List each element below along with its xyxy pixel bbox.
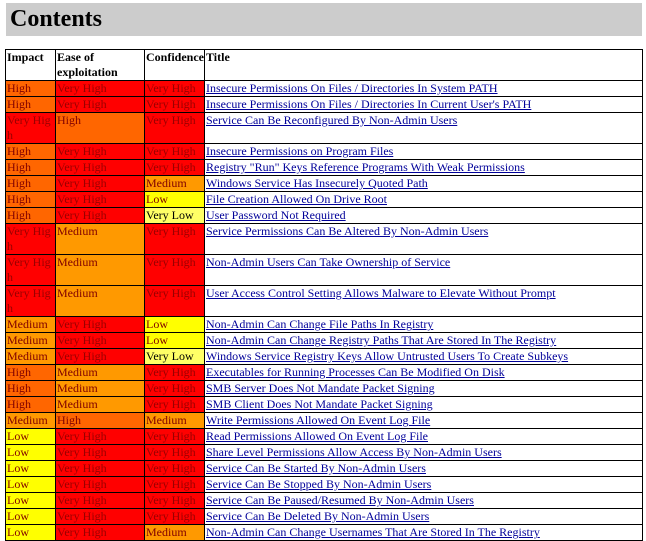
- confidence-cell: Very Low: [145, 349, 205, 365]
- title-cell: [205, 365, 643, 381]
- issue-link[interactable]: User Password Not Required: [206, 208, 346, 222]
- ease-cell: Very High: [56, 81, 145, 97]
- ease-cell: Very High: [56, 144, 145, 160]
- table-row: [6, 113, 643, 144]
- issue-link[interactable]: Windows Service Registry Keys Allow Untrusted Users To Create Subkeys: [206, 349, 569, 363]
- impact-cell: Low: [6, 525, 56, 541]
- ease-cell: Very High: [56, 429, 145, 445]
- issue-link[interactable]: User Access Control Setting Allows Malware to Elevate Without Prompt: [206, 286, 556, 300]
- confidence-cell: Low: [145, 317, 205, 333]
- table-row: [6, 208, 643, 224]
- column-header-title: Title: [205, 50, 643, 81]
- issue-link[interactable]: Windows Service Has Insecurely Quoted Path: [206, 176, 428, 190]
- title-cell: [205, 429, 643, 445]
- impact-cell: Medium: [6, 349, 56, 365]
- ease-cell: Medium: [56, 255, 145, 286]
- confidence-cell: Very High: [145, 81, 205, 97]
- issue-link[interactable]: Service Can Be Deleted By Non-Admin Users: [206, 509, 430, 523]
- title-bar: [6, 3, 642, 36]
- table-row: [6, 365, 643, 381]
- impact-cell: Very High: [6, 255, 56, 286]
- table-row: [6, 144, 643, 160]
- impact-cell: High: [6, 160, 56, 176]
- ease-cell: Medium: [56, 365, 145, 381]
- confidence-cell: Very High: [145, 477, 205, 493]
- ease-cell: Very High: [56, 349, 145, 365]
- confidence-cell: Medium: [145, 413, 205, 429]
- issue-link[interactable]: Registry "Run" Keys Reference Programs With Weak Permissions: [206, 160, 525, 174]
- confidence-cell: Very High: [145, 365, 205, 381]
- impact-cell: Very High: [6, 224, 56, 255]
- issue-link[interactable]: Read Permissions Allowed On Event Log File: [206, 429, 428, 443]
- table-row: [6, 493, 643, 509]
- issue-link[interactable]: SMB Client Does Not Mandate Packet Signing: [206, 397, 433, 411]
- title-cell: [205, 255, 643, 286]
- title-cell: [205, 477, 643, 493]
- impact-cell: Very High: [6, 286, 56, 317]
- table-row: [6, 381, 643, 397]
- impact-cell: High: [6, 176, 56, 192]
- impact-cell: Low: [6, 461, 56, 477]
- ease-cell: Very High: [56, 525, 145, 541]
- title-cell: [205, 97, 643, 113]
- issue-link[interactable]: Service Can Be Started By Non-Admin Users: [206, 461, 426, 475]
- title-cell: [205, 493, 643, 509]
- table-row: [6, 97, 643, 113]
- ease-cell: Very High: [56, 317, 145, 333]
- table-row: [6, 397, 643, 413]
- impact-cell: High: [6, 81, 56, 97]
- title-cell: [205, 81, 643, 97]
- issue-link[interactable]: File Creation Allowed On Drive Root: [206, 192, 387, 206]
- title-cell: [205, 445, 643, 461]
- title-cell: [205, 113, 643, 144]
- confidence-cell: Very High: [145, 493, 205, 509]
- confidence-cell: Very High: [145, 160, 205, 176]
- ease-cell: High: [56, 413, 145, 429]
- ease-cell: Very High: [56, 160, 145, 176]
- title-cell: [205, 413, 643, 429]
- issue-link[interactable]: Non-Admin Users Can Take Ownership of Service: [206, 255, 451, 269]
- table-row: [6, 176, 643, 192]
- confidence-cell: Very High: [145, 509, 205, 525]
- title-cell: [205, 160, 643, 176]
- title-cell: [205, 286, 643, 317]
- confidence-cell: Very High: [145, 255, 205, 286]
- table-row: [6, 192, 643, 208]
- confidence-cell: Very High: [145, 113, 205, 144]
- title-cell: [205, 176, 643, 192]
- issue-link[interactable]: Service Can Be Stopped By Non-Admin Users: [206, 477, 432, 491]
- issue-link[interactable]: Executables for Running Processes Can Be Modified On Disk: [206, 365, 505, 379]
- title-cell: [205, 509, 643, 525]
- table-row: [6, 224, 643, 255]
- ease-cell: Very High: [56, 445, 145, 461]
- issue-link[interactable]: Non-Admin Can Change File Paths In Registry: [206, 317, 434, 331]
- title-cell: [205, 317, 643, 333]
- column-header-impact: Impact: [6, 50, 56, 81]
- ease-cell: Very High: [56, 192, 145, 208]
- title-cell: [205, 461, 643, 477]
- ease-cell: Very High: [56, 461, 145, 477]
- title-cell: [205, 525, 643, 541]
- impact-cell: Low: [6, 429, 56, 445]
- confidence-cell: Medium: [145, 525, 205, 541]
- table-row: [6, 509, 643, 525]
- confidence-cell: Very High: [145, 429, 205, 445]
- ease-cell: Medium: [56, 286, 145, 317]
- impact-cell: High: [6, 208, 56, 224]
- column-header-confidence: Confidence: [145, 50, 205, 81]
- confidence-cell: Low: [145, 192, 205, 208]
- title-cell: [205, 144, 643, 160]
- impact-cell: High: [6, 365, 56, 381]
- impact-cell: Low: [6, 445, 56, 461]
- title-cell: [205, 192, 643, 208]
- table-row: [6, 445, 643, 461]
- ease-cell: Very High: [56, 477, 145, 493]
- issue-link[interactable]: Non-Admin Can Change Usernames That Are Stored In The Registry: [206, 525, 540, 539]
- confidence-cell: Very High: [145, 461, 205, 477]
- title-cell: [205, 208, 643, 224]
- issue-link[interactable]: Service Can Be Reconfigured By Non-Admin Users: [206, 113, 458, 127]
- table-body: [6, 81, 643, 541]
- impact-cell: High: [6, 144, 56, 160]
- ease-cell: Very High: [56, 509, 145, 525]
- issue-link[interactable]: Insecure Permissions on Program Files: [206, 144, 394, 158]
- issue-link[interactable]: Service Can Be Paused/Resumed By Non-Admin Users: [206, 493, 474, 507]
- impact-cell: High: [6, 192, 56, 208]
- impact-cell: Very High: [6, 113, 56, 144]
- confidence-cell: Very High: [145, 144, 205, 160]
- title-cell: [205, 397, 643, 413]
- ease-cell: High: [56, 113, 145, 144]
- impact-cell: Low: [6, 493, 56, 509]
- title-cell: [205, 224, 643, 255]
- ease-cell: Very High: [56, 493, 145, 509]
- issue-link[interactable]: Insecure Permissions On Files / Directories In Current User's PATH: [206, 97, 532, 111]
- impact-cell: High: [6, 97, 56, 113]
- table-row: [6, 160, 643, 176]
- table-row: [6, 317, 643, 333]
- confidence-cell: Low: [145, 333, 205, 349]
- table-header-row: [6, 50, 643, 81]
- impact-cell: High: [6, 397, 56, 413]
- column-header-ease: Ease of exploitation: [56, 50, 145, 81]
- confidence-cell: Medium: [145, 176, 205, 192]
- confidence-cell: Very High: [145, 97, 205, 113]
- table-row: [6, 413, 643, 429]
- ease-cell: Medium: [56, 381, 145, 397]
- confidence-cell: Very Low: [145, 208, 205, 224]
- ease-cell: Medium: [56, 397, 145, 413]
- impact-cell: Medium: [6, 413, 56, 429]
- confidence-cell: Very High: [145, 397, 205, 413]
- issue-link[interactable]: Non-Admin Can Change Registry Paths That Are Stored In The Registry: [206, 333, 557, 347]
- ease-cell: Very High: [56, 208, 145, 224]
- issue-link[interactable]: Service Permissions Can Be Altered By Non-Admin Users: [206, 224, 489, 238]
- confidence-cell: Very High: [145, 286, 205, 317]
- table-row: [6, 349, 643, 365]
- confidence-cell: Very High: [145, 445, 205, 461]
- table-row: [6, 286, 643, 317]
- title-cell: [205, 381, 643, 397]
- confidence-cell: Very High: [145, 224, 205, 255]
- issue-link[interactable]: Share Level Permissions Allow Access By Non-Admin Users: [206, 445, 502, 459]
- impact-cell: Low: [6, 509, 56, 525]
- impact-cell: Medium: [6, 317, 56, 333]
- table-row: [6, 81, 643, 97]
- impact-cell: Low: [6, 477, 56, 493]
- table-row: [6, 255, 643, 286]
- confidence-cell: Very High: [145, 381, 205, 397]
- impact-cell: High: [6, 381, 56, 397]
- title-cell: [205, 333, 643, 349]
- table-row: [6, 461, 643, 477]
- title-cell: [205, 349, 643, 365]
- impact-cell: Medium: [6, 333, 56, 349]
- table-row: [6, 477, 643, 493]
- issues-table: [5, 49, 643, 541]
- issue-link[interactable]: SMB Server Does Not Mandate Packet Signing: [206, 381, 435, 395]
- page-title: Contents: [10, 6, 103, 32]
- table-row: [6, 525, 643, 541]
- table-row: [6, 429, 643, 445]
- table-row: [6, 333, 643, 349]
- issue-link[interactable]: Write Permissions Allowed On Event Log File: [206, 413, 431, 427]
- issue-link[interactable]: Insecure Permissions On Files / Directories In System PATH: [206, 81, 498, 95]
- ease-cell: Very High: [56, 176, 145, 192]
- ease-cell: Very High: [56, 333, 145, 349]
- ease-cell: Very High: [56, 97, 145, 113]
- ease-cell: Medium: [56, 224, 145, 255]
